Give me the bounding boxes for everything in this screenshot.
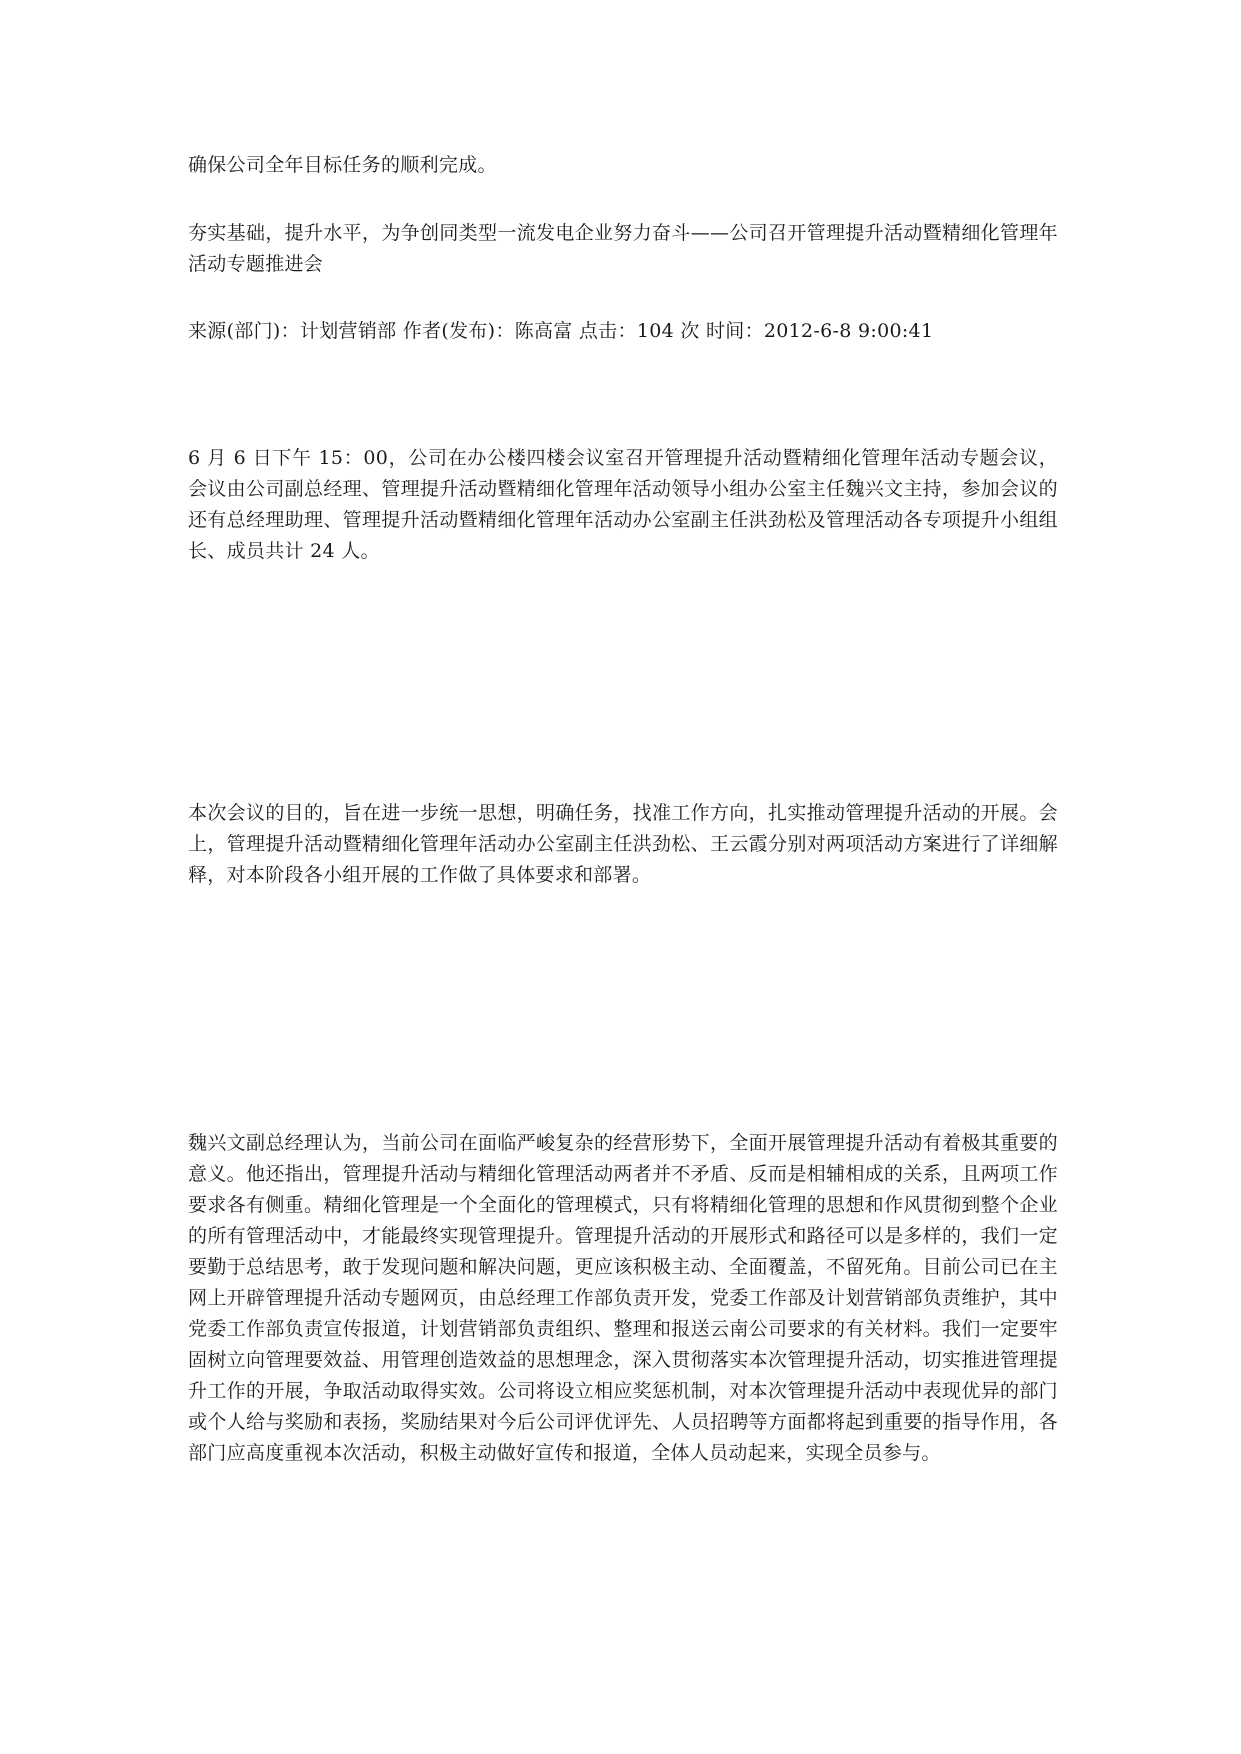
body-paragraph: 本次会议的目的，旨在进一步统一思想，明确任务，找准工作方向，扎实推动管理提升活动的开展。会上，管理提升活动暨精细化管理年活动办公室副主任洪劲松、王云霞分别对两项活动方案进行了详细解释，对本阶段各小组开展的工作做了具体要求和部署。 xyxy=(188,802,1058,886)
intro-sentence: 确保公司全年目标任务的顺利完成。 xyxy=(188,154,497,176)
body-paragraph: 6 月 6 日下午 15：00，公司在办公楼四楼会议室召开管理提升活动暨精细化管理年活动专题会议，会议由公司副总经理、管理提升活动暨精细化管理年活动领导小组办公室主任魏兴文主持，参加会议的还有总经理助理、管理提升活动暨精细化管理年活动办公室副主任洪劲松及管理活动各专项提升小组组长、成员共计 24 人。 xyxy=(188,447,1058,562)
article-title: 夯实基础，提升水平，为争创同类型一流发电企业努力奋斗——公司召开管理提升活动暨精细化管理年活动专题推进会 xyxy=(188,222,1058,275)
article-meta: 来源(部门)：计划营销部 作者(发布)：陈高富 点击：104 次 时间：2012-6-8 9:00:41 xyxy=(188,320,934,342)
body-paragraph: 魏兴文副总经理认为，当前公司在面临严峻复杂的经营形势下，全面开展管理提升活动有着极其重要的意义。他还指出，管理提升活动与精细化管理活动两者并不矛盾、反而是相辅相成的关系，且两项工作要求各有侧重。精细化管理是一个全面化的管理模式，只有将精细化管理的思想和作风贯彻到整个企业的所有管理活动中，才能最终实现管理提升。管理提升活动的开展形式和路径可以是多样的，我们一定要勤于总结思考，敢于发现问题和解决问题，更应该积极主动、全面覆盖，不留死角。目前公司已在主网上开辟管理提升活动专题网页，由总经理工作部负责开发，党委工作部及计划营销部负责维护，其中党委工作部负责宣传报道，计划营销部负责组织、整理和报送云南公司要求的有关材料。我们一定要牢固树立向管理要效益、用管理创造效益的思想理念，深入贯彻落实本次管理提升活动，切实推进管理提升工作的开展，争取活动取得实效。公司将设立相应奖惩机制，对本次管理提升活动中表现优异的部门或个人给与奖励和表扬，奖励结果对今后公司评优评先、人员招聘等方面都将起到重要的指导作用，各部门应高度重视本次活动，积极主动做好宣传和报道，全体人员动起来，实现全员参与。 xyxy=(188,1132,1058,1464)
